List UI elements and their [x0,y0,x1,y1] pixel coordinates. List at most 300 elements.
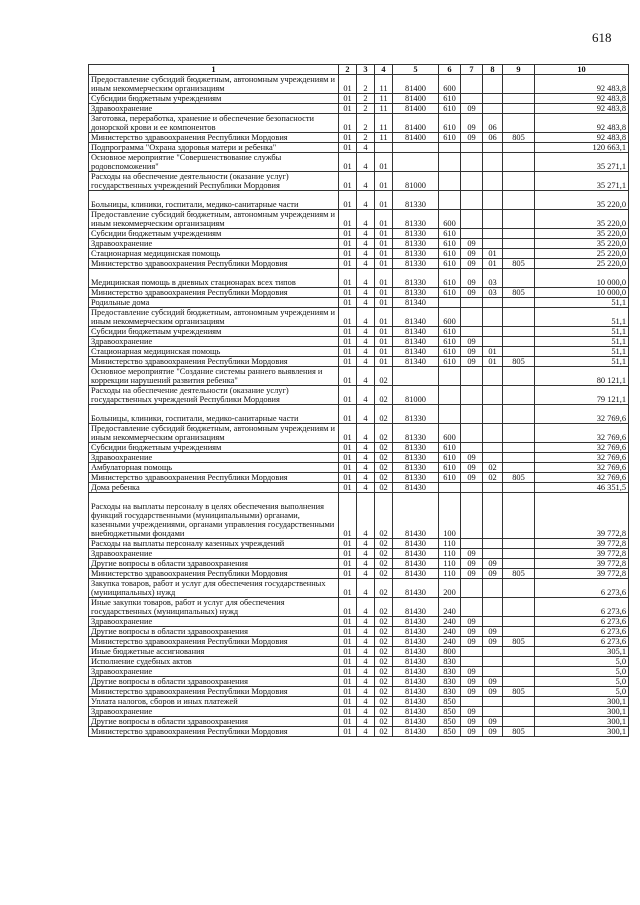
table-row [89,727,629,737]
code-cell: 09 [461,677,483,687]
code-cell [483,210,503,229]
code-cell [461,493,483,539]
code-cell: 830 [439,657,461,667]
code-cell: 09 [461,337,483,347]
code-cell [483,617,503,627]
code-cell [461,308,483,327]
code-cell [461,647,483,657]
row-name-cell: Субсидии бюджетным учреждениям [89,229,339,239]
code-cell: 4 [357,598,375,617]
code-cell: 81330 [393,443,439,453]
code-cell [503,667,535,677]
code-cell: 09 [483,727,503,737]
code-cell: 610 [439,259,461,269]
table-row [89,337,629,347]
code-cell [375,143,393,153]
code-cell: 01 [339,94,357,104]
row-name-cell: Заготовка, переработка, хранение и обеспечение безопасности донорской крови и ее компонентов [89,114,339,133]
code-cell [439,191,461,210]
amount-cell: 5,0 [535,657,629,667]
amount-cell: 6 273,6 [535,627,629,637]
code-cell: 01 [375,337,393,347]
amount-cell: 5,0 [535,677,629,687]
code-cell [503,559,535,569]
row-name-cell: Расходы на выплаты персоналу в целях обеспечения выполнения функций государственными (муниципальными) органами, казенными учреждениями, органами управления государственными внебюджетными фондами [89,493,339,539]
code-cell: 01 [339,269,357,288]
code-cell: 01 [339,210,357,229]
row-name-cell: Министерство здравоохранения Республики Мордовия [89,357,339,367]
code-cell: 01 [339,559,357,569]
code-cell: 01 [375,172,393,191]
code-cell: 81430 [393,657,439,667]
code-cell [483,598,503,617]
code-cell [483,657,503,667]
code-cell: 4 [357,337,375,347]
code-cell: 81330 [393,453,439,463]
code-cell [483,697,503,707]
code-cell: 09 [461,463,483,473]
row-name-cell: Предоставление субсидий бюджетным, автономным учреждениям и иным некоммерческим организациям [89,308,339,327]
row-name-cell: Иные закупки товаров, работ и услуг для обеспечения государственных (муниципальных) нужд [89,598,339,617]
code-cell: 81340 [393,357,439,367]
code-cell: 4 [357,386,375,405]
code-cell: 81340 [393,337,439,347]
code-cell: 01 [375,239,393,249]
row-name-cell: Здравоохранение [89,549,339,559]
table-row [89,153,629,172]
table-row [89,75,629,94]
code-cell [483,191,503,210]
amount-cell: 120 663,1 [535,143,629,153]
table-row [89,114,629,133]
code-cell [461,443,483,453]
code-cell [483,386,503,405]
code-cell: 01 [375,259,393,269]
code-cell [483,667,503,677]
code-cell [503,598,535,617]
row-name-cell: Предоставление субсидий бюджетным, автономным учреждениям и иным некоммерческим организациям [89,75,339,94]
amount-cell: 5,0 [535,667,629,677]
code-cell: 81430 [393,627,439,637]
code-cell: 01 [339,453,357,463]
code-cell: 01 [339,337,357,347]
column-header: 1 [89,65,339,75]
code-cell [503,269,535,288]
table-row [89,697,629,707]
code-cell: 4 [357,298,375,308]
amount-cell: 10 000,0 [535,269,629,288]
code-cell [503,94,535,104]
code-cell: 09 [461,627,483,637]
table-row [89,229,629,239]
row-name-cell: Исполнение судебных актов [89,657,339,667]
code-cell [483,647,503,657]
row-name-cell: Здравоохранение [89,667,339,677]
code-cell: 610 [439,347,461,357]
code-cell [503,298,535,308]
code-cell: 11 [375,75,393,94]
amount-cell: 6 273,6 [535,579,629,598]
code-cell: 4 [357,443,375,453]
column-header: 6 [439,65,461,75]
code-cell: 02 [375,539,393,549]
code-cell [483,424,503,443]
code-cell [503,249,535,259]
code-cell: 610 [439,443,461,453]
code-cell: 81340 [393,327,439,337]
code-cell: 81340 [393,308,439,327]
row-name-cell: Предоставление субсидий бюджетным, автономным учреждениям и иным некоммерческим организациям [89,210,339,229]
code-cell: 01 [375,191,393,210]
code-cell: 01 [339,133,357,143]
table-row [89,143,629,153]
code-cell [483,308,503,327]
code-cell: 240 [439,627,461,637]
code-cell [503,677,535,687]
code-cell [503,424,535,443]
code-cell [503,617,535,627]
code-cell: 850 [439,697,461,707]
table-row [89,637,629,647]
table-row [89,598,629,617]
row-name-cell: Министерство здравоохранения Республики Мордовия [89,727,339,737]
code-cell [461,598,483,617]
code-cell: 4 [357,191,375,210]
table-row [89,405,629,424]
table-row [89,367,629,386]
code-cell [503,239,535,249]
code-cell: 01 [339,443,357,453]
code-cell: 01 [375,229,393,239]
code-cell: 610 [439,229,461,239]
column-header: 2 [339,65,357,75]
row-name-cell: Министерство здравоохранения Республики Мордовия [89,687,339,697]
code-cell [503,627,535,637]
code-cell: 4 [357,687,375,697]
table-row [89,559,629,569]
code-cell: 2 [357,75,375,94]
code-cell: 01 [339,367,357,386]
code-cell: 02 [375,667,393,677]
code-cell: 01 [339,288,357,298]
table-row [89,463,629,473]
amount-cell: 5,0 [535,687,629,697]
table-row [89,357,629,367]
code-cell: 610 [439,327,461,337]
code-cell: 03 [483,269,503,288]
column-header: 5 [393,65,439,75]
code-cell: 805 [503,687,535,697]
table-row [89,453,629,463]
row-name-cell: Здравоохранение [89,239,339,249]
code-cell [483,405,503,424]
table-row [89,443,629,453]
table-row [89,569,629,579]
code-cell: 09 [461,473,483,483]
code-cell: 4 [357,249,375,259]
code-cell: 01 [375,153,393,172]
row-name-cell: Предоставление субсидий бюджетным, автономным учреждениям и иным некоммерческим организациям [89,424,339,443]
code-cell: 01 [339,539,357,549]
row-name-cell: Подпрограмма "Охрана здоровья матери и ребенка" [89,143,339,153]
code-cell: 06 [483,133,503,143]
code-cell: 09 [461,637,483,647]
amount-cell: 25 220,0 [535,249,629,259]
code-cell [503,443,535,453]
code-cell [483,367,503,386]
table-row [89,308,629,327]
amount-cell: 51,1 [535,357,629,367]
code-cell: 240 [439,617,461,627]
code-cell: 02 [375,443,393,453]
code-cell: 81330 [393,259,439,269]
code-cell: 81430 [393,559,439,569]
code-cell: 805 [503,133,535,143]
code-cell: 610 [439,239,461,249]
code-cell: 610 [439,357,461,367]
code-cell: 110 [439,569,461,579]
code-cell: 805 [503,288,535,298]
code-cell: 4 [357,493,375,539]
code-cell: 4 [357,308,375,327]
table-row [89,667,629,677]
code-cell: 01 [339,667,357,677]
code-cell: 09 [461,707,483,717]
code-cell: 02 [375,405,393,424]
code-cell [439,172,461,191]
code-cell: 4 [357,367,375,386]
column-header: 7 [461,65,483,75]
code-cell [483,104,503,114]
code-cell: 610 [439,288,461,298]
code-cell: 800 [439,647,461,657]
code-cell: 01 [339,717,357,727]
row-name-cell: Субсидии бюджетным учреждениям [89,327,339,337]
code-cell [483,75,503,94]
amount-cell: 79 121,1 [535,386,629,405]
code-cell: 600 [439,308,461,327]
code-cell: 610 [439,114,461,133]
code-cell [461,298,483,308]
amount-cell: 6 273,6 [535,598,629,617]
code-cell: 81340 [393,298,439,308]
table-row [89,288,629,298]
amount-cell: 39 772,8 [535,569,629,579]
amount-cell: 39 772,8 [535,493,629,539]
code-cell [461,94,483,104]
code-cell: 4 [357,617,375,627]
code-cell: 2 [357,104,375,114]
row-name-cell: Уплата налогов, сборов и иных платежей [89,697,339,707]
code-cell: 01 [339,707,357,717]
code-cell: 09 [483,559,503,569]
code-cell: 4 [357,210,375,229]
column-header: 10 [535,65,629,75]
row-name-cell: Субсидии бюджетным учреждениям [89,94,339,104]
code-cell: 805 [503,727,535,737]
table-row [89,210,629,229]
code-cell [503,549,535,559]
code-cell [483,493,503,539]
code-cell [503,114,535,133]
amount-cell: 32 769,6 [535,424,629,443]
row-name-cell: Министерство здравоохранения Республики Мордовия [89,637,339,647]
code-cell: 02 [375,549,393,559]
table-row [89,191,629,210]
code-cell: 81330 [393,191,439,210]
code-cell: 610 [439,249,461,259]
code-cell: 4 [357,667,375,677]
code-cell [503,707,535,717]
code-cell: 81430 [393,717,439,727]
code-cell [483,229,503,239]
code-cell: 240 [439,598,461,617]
code-cell [483,172,503,191]
code-cell: 805 [503,473,535,483]
code-cell [503,153,535,172]
amount-cell: 300,1 [535,717,629,727]
code-cell: 02 [375,424,393,443]
row-name-cell: Стационарная медицинская помощь [89,249,339,259]
code-cell: 81430 [393,598,439,617]
code-cell: 81430 [393,539,439,549]
code-cell: 81330 [393,210,439,229]
code-cell: 01 [339,75,357,94]
code-cell: 01 [339,727,357,737]
code-cell: 11 [375,133,393,143]
code-cell: 805 [503,259,535,269]
row-name-cell: Расходы на обеспечение деятельности (оказание услуг) государственных учреждений Республики Мордовия [89,172,339,191]
code-cell [483,298,503,308]
code-cell: 805 [503,569,535,579]
code-cell: 01 [339,549,357,559]
code-cell: 4 [357,727,375,737]
code-cell: 81430 [393,677,439,687]
code-cell: 4 [357,288,375,298]
code-cell: 81430 [393,707,439,717]
row-name-cell: Закупка товаров, работ и услуг для обеспечения государственных (муниципальных) нужд [89,579,339,598]
code-cell [461,210,483,229]
row-name-cell: Амбулаторная помощь [89,463,339,473]
code-cell: 01 [339,493,357,539]
code-cell: 81430 [393,483,439,493]
amount-cell: 35 220,0 [535,239,629,249]
budget-table [88,64,629,737]
code-cell: 02 [375,367,393,386]
table-body [89,75,629,737]
code-cell: 02 [375,637,393,647]
code-cell [503,143,535,153]
amount-cell: 39 772,8 [535,549,629,559]
code-cell [503,347,535,357]
code-cell: 01 [375,308,393,327]
code-cell [461,153,483,172]
code-cell: 830 [439,687,461,697]
code-cell: 4 [357,463,375,473]
code-cell: 830 [439,667,461,677]
code-cell: 01 [339,229,357,239]
code-cell [461,579,483,598]
code-cell: 09 [461,104,483,114]
table-row [89,104,629,114]
column-header: 4 [375,65,393,75]
row-name-cell: Другие вопросы в области здравоохранения [89,559,339,569]
code-cell: 02 [483,473,503,483]
code-cell [483,549,503,559]
code-cell [439,153,461,172]
code-cell: 11 [375,104,393,114]
code-cell: 02 [375,598,393,617]
amount-cell: 35 220,0 [535,191,629,210]
code-cell [483,443,503,453]
code-cell [503,539,535,549]
amount-cell: 51,1 [535,308,629,327]
code-cell: 01 [339,463,357,473]
code-cell: 09 [461,617,483,627]
amount-cell: 6 273,6 [535,617,629,627]
code-cell: 4 [357,647,375,657]
code-cell [461,367,483,386]
code-cell [461,483,483,493]
code-cell: 01 [339,647,357,657]
code-cell: 805 [503,357,535,367]
code-cell: 240 [439,637,461,647]
code-cell [503,75,535,94]
code-cell [439,405,461,424]
code-cell: 01 [339,143,357,153]
code-cell: 01 [339,598,357,617]
table-row [89,239,629,249]
code-cell [503,172,535,191]
code-cell: 2 [357,94,375,104]
code-cell: 02 [375,647,393,657]
code-cell: 81430 [393,687,439,697]
row-name-cell: Другие вопросы в области здравоохранения [89,627,339,637]
amount-cell: 35 220,0 [535,210,629,229]
code-cell: 4 [357,453,375,463]
code-cell: 4 [357,549,375,559]
code-cell: 06 [483,114,503,133]
code-cell: 01 [375,249,393,259]
amount-cell: 6 273,6 [535,637,629,647]
code-cell [439,143,461,153]
row-name-cell: Министерство здравоохранения Республики Мордовия [89,133,339,143]
code-cell: 81430 [393,569,439,579]
table-row [89,549,629,559]
row-name-cell: Министерство здравоохранения Республики Мордовия [89,473,339,483]
code-cell: 4 [357,579,375,598]
code-cell: 610 [439,269,461,288]
code-cell: 02 [375,386,393,405]
code-cell: 02 [375,697,393,707]
code-cell: 01 [339,153,357,172]
column-header: 8 [483,65,503,75]
row-name-cell: Расходы на выплаты персоналу казенных учреждений [89,539,339,549]
column-header: 9 [503,65,535,75]
code-cell: 01 [339,697,357,707]
table-row [89,327,629,337]
code-cell: 01 [483,259,503,269]
code-cell: 81400 [393,75,439,94]
code-cell: 01 [339,347,357,357]
code-cell: 02 [375,627,393,637]
code-cell: 4 [357,424,375,443]
code-cell: 4 [357,677,375,687]
amount-cell: 25 220,0 [535,259,629,269]
code-cell: 11 [375,114,393,133]
amount-cell: 35 271,1 [535,172,629,191]
code-cell [503,647,535,657]
